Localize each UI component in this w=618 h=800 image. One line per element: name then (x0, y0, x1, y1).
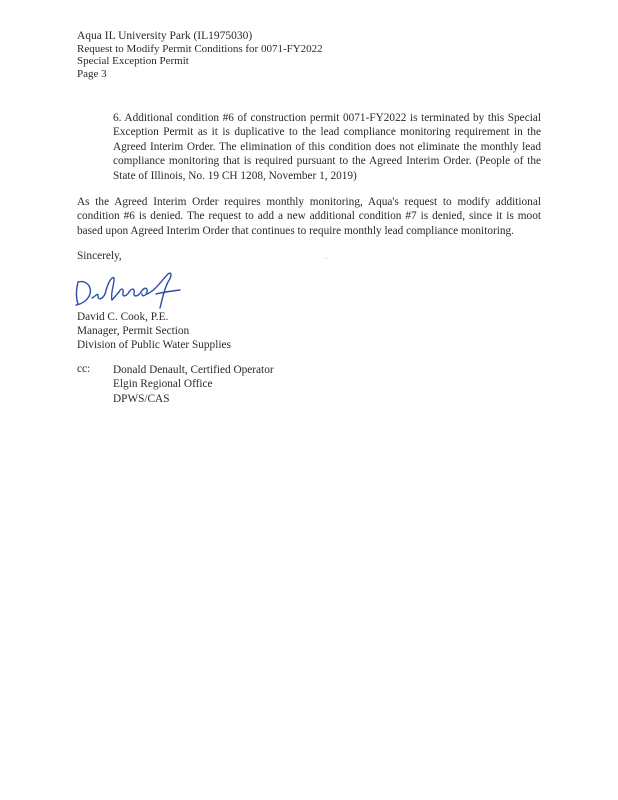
signer-block (77, 310, 231, 353)
decision-paragraph: As the Agreed Interim Order requires monthly monitoring, Aqua's request to modify additional condition #6 is denied. The request to add a new additional condition #7 is denied, since it is moot based upon Agreed Interim Order that continues to require monthly lead compliance monitoring. (77, 196, 541, 237)
condition-6-paragraph: 6. Additional condition #6 of construction permit 0071-FY2022 is terminated by this Special Exception Permit as it is duplicative to the lead compliance monitoring requirement in the Agreed Interim Order. The elimination of this condition does not eliminate the monthly lead compliance monitoring that is required pursuant to the Agreed Interim Order. (People of the State of Illinois, No. 19 CH 1208, November 1, 2019) (113, 112, 541, 182)
cc-recipient: DPWS/CAS (113, 392, 170, 405)
header-facility: Aqua IL University Park (IL1975030) (77, 30, 253, 42)
cc-recipient: Elgin Regional Office (113, 378, 213, 391)
cc-recipients (113, 363, 274, 406)
scan-speck (326, 258, 327, 259)
handwritten-signature (72, 268, 192, 312)
cc-recipient: Donald Denault, Certified Operator (113, 364, 274, 376)
signer-title: Manager, Permit Section (77, 325, 190, 338)
cc-label: cc: (77, 363, 91, 375)
header-permit-type: Special Exception Permit (77, 55, 189, 67)
header-page-number: Page 3 (77, 67, 107, 80)
header-subject: Request to Modify Permit Conditions for 0071-FY2022 (77, 42, 323, 55)
salutation: Sincerely, (77, 250, 122, 262)
page-header (77, 30, 323, 80)
signer-name: David C. Cook, P.E. (77, 311, 169, 323)
signer-division: Division of Public Water Supplies (77, 339, 231, 352)
